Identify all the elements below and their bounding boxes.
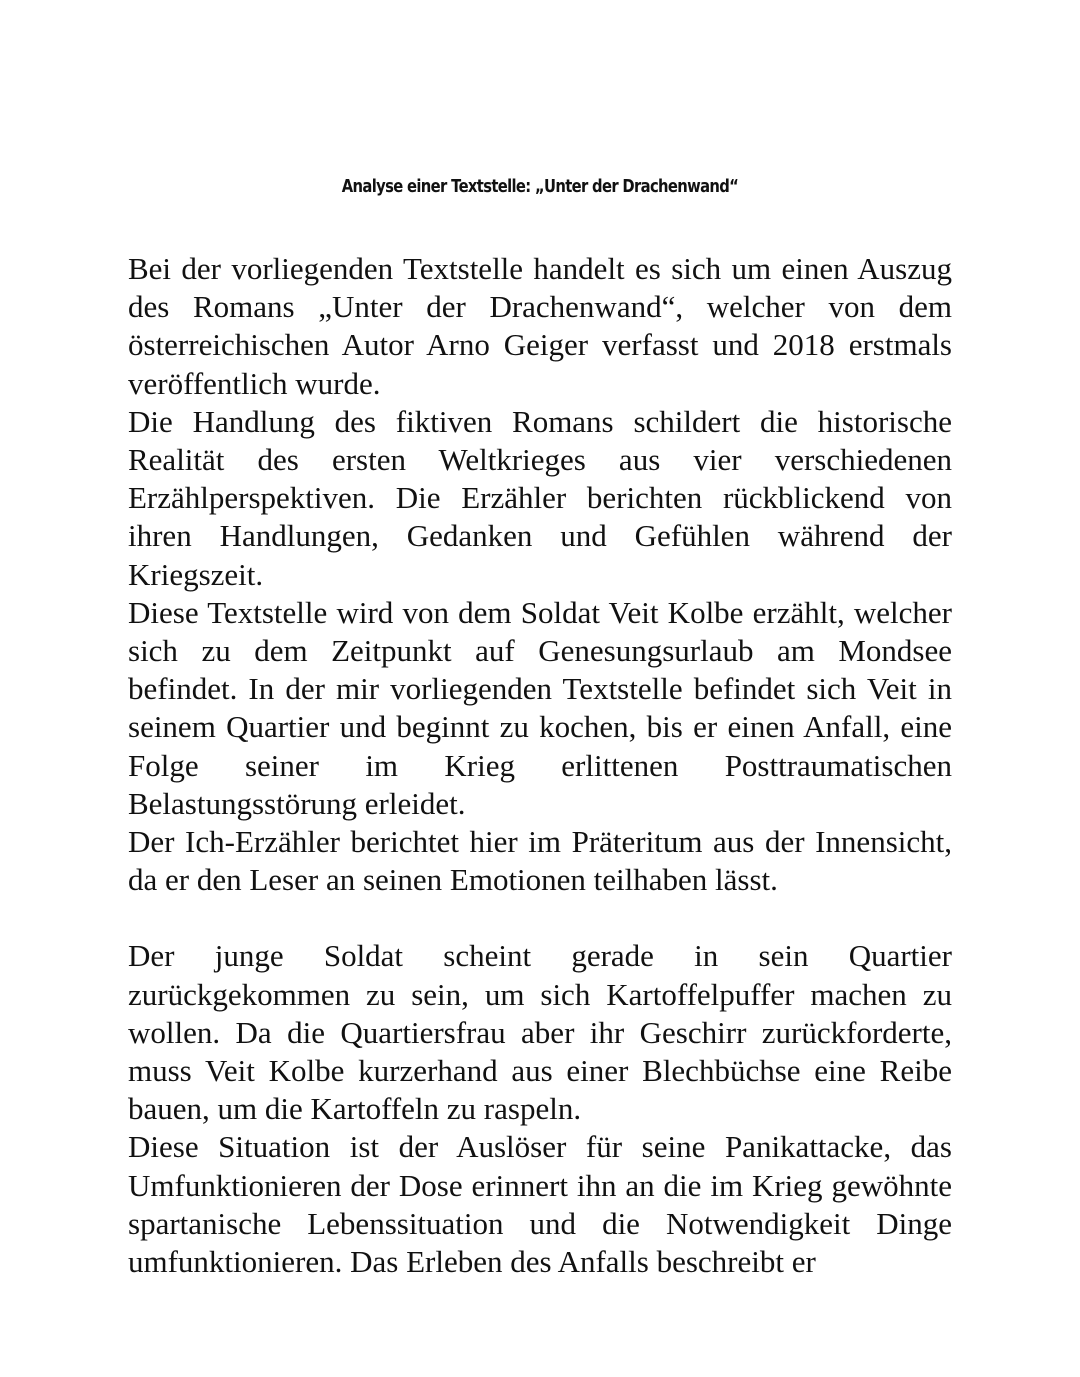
document-title: Analyse einer Textstelle: „Unter der Drachenwand“ bbox=[341, 176, 739, 197]
paragraph-gap bbox=[128, 899, 952, 937]
paragraph-intro: Bei der vorliegenden Textstelle handelt es sich um einen Auszug des Romans „Unter der Drachenwand“, welcher von dem österreichischen Autor Arno Geiger verfasst und 2018 erstmals veröffentlich wurde. bbox=[128, 251, 952, 401]
paragraph-perspective: Der Ich-Erzähler berichtet hier im Präteritum aus der Innensicht, da er den Leser an seinen Emotionen teilhaben lässt. bbox=[128, 824, 952, 898]
paragraph-situation: Der junge Soldat scheint gerade in sein Quartier zurückgekommen zu sein, um sich Kartoffelpuffer machen zu wollen. Da die Quartiersfrau aber ihr Geschirr zurückforderte, muss Veit Kolbe kurzerhand aus einer Blechbüchse eine Reibe bauen, um die Kartoffeln zu raspeln. bbox=[128, 938, 952, 1127]
paragraph-narrator: Diese Textstelle wird von dem Soldat Veit Kolbe erzählt, welcher sich zu dem Zeitpunkt auf Genesungsurlaub am Mondsee befindet. In der mir vorliegenden Textstelle befindet sich Veit in seinem Quartier und beginnt zu kochen, bis er einen Anfall, eine Folge seiner im Krieg erlittenen Posttraumatischen Belastungsstörung erleidet. bbox=[128, 594, 952, 821]
paragraph-plot: Die Handlung des fiktiven Romans schildert die historische Realität des ersten Weltkrieges aus vier verschiedenen Erzählperspektiven. Die Erzähler berichten rückblickend von ihren Handlungen, Gedanken und Gefühlen während der Kriegszeit. bbox=[128, 403, 952, 592]
document-body bbox=[128, 250, 952, 1281]
paragraph-trigger: Diese Situation ist der Auslöser für seine Panikattacke, das Umfunktionieren der Dose erinnert ihn an die im Krieg gewöhnte spartanische Lebenssituation und die Notwendigkeit Dinge umfunktionieren. Das Erleben des Anfalls beschreibt er bbox=[128, 1129, 952, 1280]
